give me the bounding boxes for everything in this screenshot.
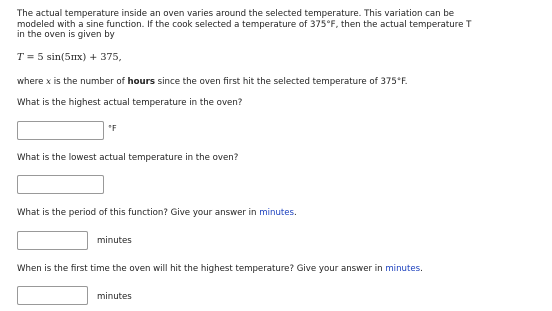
question-highest-temp: What is the highest actual temperature in the oven? <box>17 98 243 108</box>
question-period-end: . <box>294 208 297 218</box>
first-max-input[interactable] <box>17 286 88 305</box>
where-pre: where <box>17 77 47 87</box>
question-first-max-text: When is the first time the oven will hit the highest temperature? Give your answer in <box>17 264 386 274</box>
formula-rhs: = 5 sin(5πx) + 375, <box>26 52 122 63</box>
unit-fahrenheit: °F <box>108 124 117 133</box>
lowest-temp-input[interactable] <box>17 175 104 194</box>
question-period-text: What is the period of this function? Give your answer in <box>17 208 260 218</box>
minutes-link-2: minutes <box>385 264 421 274</box>
period-input[interactable] <box>17 231 88 250</box>
unit-minutes-2: minutes <box>97 292 132 302</box>
question-period <box>17 208 297 218</box>
intro-line-3: in the oven is given by <box>17 30 115 41</box>
problem-intro <box>17 9 537 41</box>
formula-lhs: T <box>17 52 24 63</box>
temperature-formula <box>17 52 122 63</box>
where-bold: hours <box>127 77 155 87</box>
minutes-link: minutes <box>259 208 295 218</box>
where-post: since the oven first hit the selected temperature of 375°F. <box>154 77 408 87</box>
where-var: x <box>46 77 51 87</box>
highest-temp-input[interactable] <box>17 121 104 140</box>
question-first-max-end: . <box>420 264 423 274</box>
where-mid: is the number of <box>51 77 128 87</box>
question-lowest-temp: What is the lowest actual temperature in the oven? <box>17 153 239 163</box>
variable-definition <box>17 77 407 87</box>
intro-line-1: The actual temperature inside an oven varies around the selected temperature. This variation can be <box>17 9 455 19</box>
unit-minutes: minutes <box>97 236 132 246</box>
intro-line-2: modeled with a sine function. If the cook selected a temperature of 375°F, then the actual temperature T <box>17 19 472 30</box>
question-first-max <box>17 264 423 274</box>
